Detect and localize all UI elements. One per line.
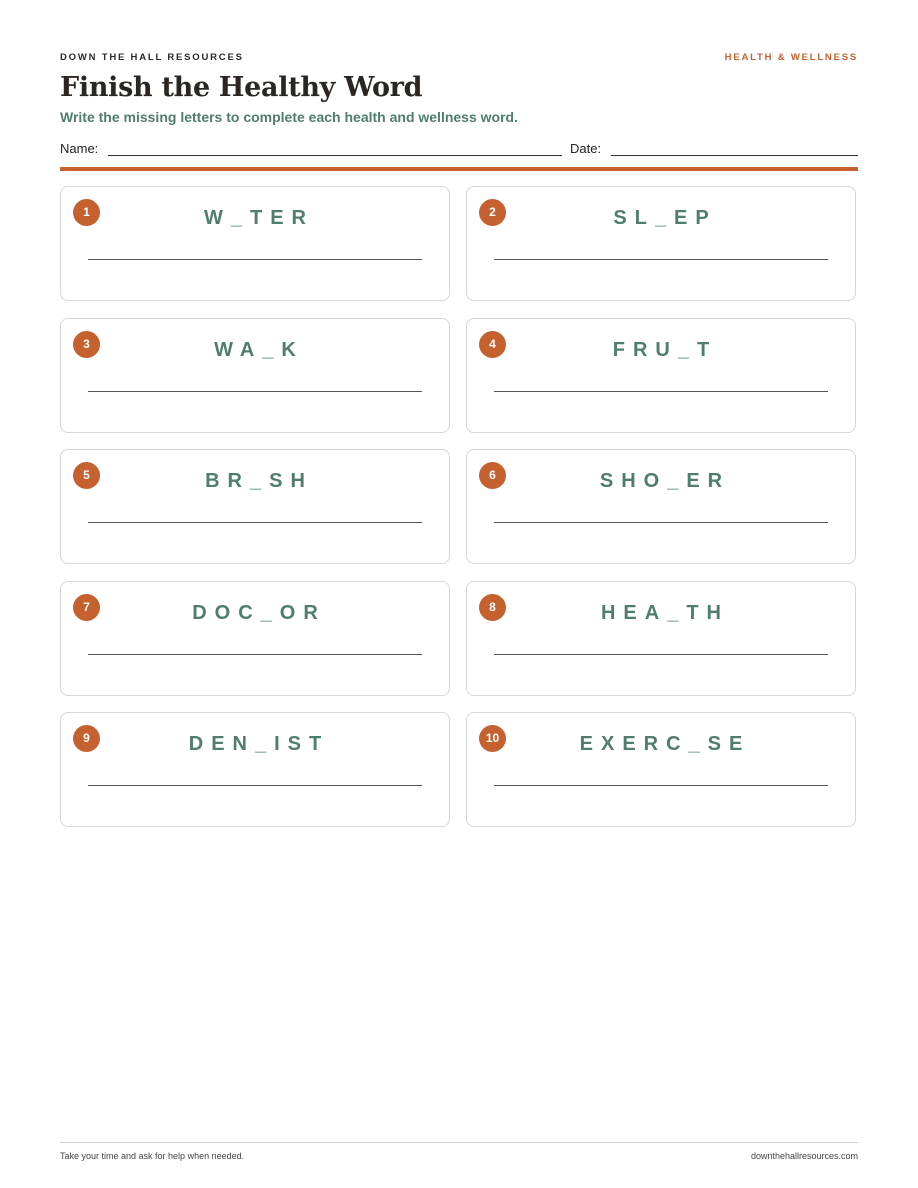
incomplete-word: SHO_ER bbox=[599, 470, 731, 492]
incomplete-word: HEA_TH bbox=[600, 602, 729, 624]
page-title: Finish the Healthy Word bbox=[60, 72, 423, 103]
word-card bbox=[466, 449, 856, 564]
page-subtitle: Write the missing letters to complete each health and wellness word. bbox=[60, 109, 518, 125]
word-card bbox=[466, 318, 856, 433]
item-number-badge: 1 bbox=[73, 199, 100, 226]
item-number-badge: 2 bbox=[479, 199, 506, 226]
item-number-badge: 7 bbox=[73, 594, 100, 621]
top-bar bbox=[60, 52, 858, 64]
incomplete-word: DEN_IST bbox=[188, 733, 330, 755]
name-date-row bbox=[60, 140, 858, 158]
incomplete-word: EXERC_SE bbox=[579, 733, 751, 755]
item-number-badge: 8 bbox=[479, 594, 506, 621]
footer-note: Take your time and ask for help when needed. bbox=[60, 1151, 245, 1161]
answer-line[interactable] bbox=[88, 654, 422, 655]
footer-divider bbox=[60, 1142, 858, 1143]
worksheet-page bbox=[60, 0, 858, 1188]
header-divider bbox=[60, 167, 858, 171]
answer-line[interactable] bbox=[88, 785, 422, 786]
word-card bbox=[466, 186, 856, 301]
word-card bbox=[60, 449, 450, 564]
answer-line[interactable] bbox=[494, 654, 828, 655]
item-number-badge: 5 bbox=[73, 462, 100, 489]
item-number-badge: 9 bbox=[73, 725, 100, 752]
answer-line[interactable] bbox=[494, 522, 828, 523]
incomplete-word: WA_K bbox=[214, 339, 304, 361]
item-number-badge: 3 bbox=[73, 331, 100, 358]
word-card bbox=[60, 712, 450, 827]
answer-line[interactable] bbox=[88, 522, 422, 523]
word-card bbox=[60, 581, 450, 696]
incomplete-word: FRU_T bbox=[612, 339, 718, 361]
category-label: HEALTH & WELLNESS bbox=[724, 52, 858, 63]
answer-line[interactable] bbox=[88, 391, 422, 392]
item-number-badge: 10 bbox=[479, 725, 506, 752]
incomplete-word: BR_SH bbox=[205, 470, 313, 492]
answer-line[interactable] bbox=[494, 785, 828, 786]
incomplete-word: DOC_OR bbox=[192, 602, 326, 624]
answer-line[interactable] bbox=[494, 259, 828, 260]
answer-line[interactable] bbox=[88, 259, 422, 260]
word-card bbox=[466, 712, 856, 827]
word-card bbox=[60, 186, 450, 301]
date-label: Date: bbox=[570, 141, 602, 156]
incomplete-word: SL_EP bbox=[613, 207, 717, 229]
word-card bbox=[60, 318, 450, 433]
incomplete-word: W_TER bbox=[204, 207, 314, 229]
date-field[interactable] bbox=[611, 155, 858, 156]
brand-name: DOWN THE HALL RESOURCES bbox=[60, 52, 244, 63]
name-label: Name: bbox=[60, 141, 99, 156]
word-card bbox=[466, 581, 856, 696]
footer-website: downthehallresources.com bbox=[750, 1151, 858, 1161]
item-number-badge: 6 bbox=[479, 462, 506, 489]
answer-line[interactable] bbox=[494, 391, 828, 392]
item-number-badge: 4 bbox=[479, 331, 506, 358]
name-field[interactable] bbox=[108, 155, 562, 156]
